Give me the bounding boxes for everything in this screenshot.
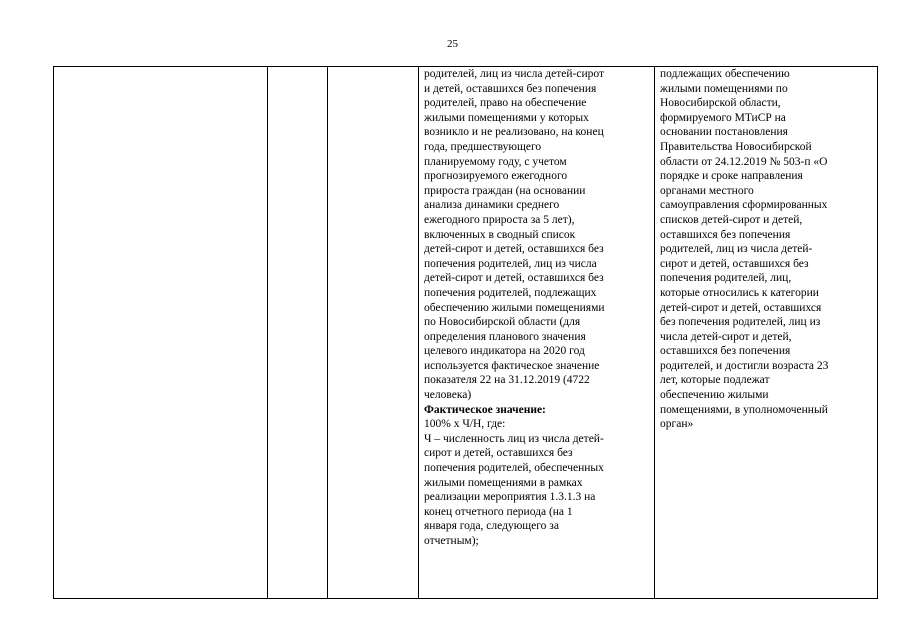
text-line: обеспечению жилыми помещениями [424,301,605,314]
method-text-block [424,67,654,403]
table-cell-col2 [268,67,328,599]
text-line: используется фактическое значение [424,359,600,372]
text-line: показателя 22 на 31.12.2019 (4722 [424,374,590,387]
table-cell-col3 [328,67,419,599]
text-line: детей-сирот и детей, оставшихся [660,301,822,314]
text-line: числа детей-сирот и детей, [660,330,792,343]
text-line: реализации мероприятия 1.3.1.3 на [424,491,596,504]
table-cell-col1 [54,67,268,599]
text-line: жилыми помещениями по [660,82,788,95]
text-line: основании постановления [660,126,788,139]
text-line: лет, которые подлежат [660,374,770,387]
text-line: без попечения родителей, лиц из [660,316,821,329]
text-line: жилыми помещениями у которых [424,111,589,124]
text-line: анализа динамики среднего [424,199,560,212]
text-line: попечения родителей, лиц из числа [424,257,597,270]
text-line: отчетным); [424,535,479,547]
text-line: попечения родителей, обеспеченных [424,462,604,475]
table-row [54,67,878,599]
text-line: Новосибирской области, [660,97,781,110]
formula-text-block [424,417,654,548]
text-line: Ч – численность лиц из числа детей- [424,432,604,445]
text-line: родителей, лиц из числа детей-сирот [424,68,605,80]
text-line: определения планового значения [424,330,586,343]
page-number: 25 [447,38,458,50]
text-line: января года, следующего за [424,520,559,533]
text-line: помещениями, в уполномоченный [660,403,828,416]
table-cell-source [655,67,878,599]
text-line: детей-сирот и детей, оставшихся без [424,243,604,256]
text-line: самоуправления сформированных [660,199,828,212]
text-line: области от 24.12.2019 № 503-п «О [660,155,828,168]
text-line: детей-сирот и детей, оставшихся без [424,272,604,285]
text-line: Правительства Новосибирской [660,140,812,153]
text-line: которые относились к категории [660,286,819,299]
text-line: включенных в сводный список [424,228,576,241]
text-line: целевого индикатора на 2020 год [424,345,585,358]
text-line: формируемого МТиСР на [660,111,786,124]
text-line: по Новосибирской области (для [424,316,581,329]
text-line: обеспечению жилыми [660,389,769,402]
text-line: списков детей-сирот и детей, [660,213,803,226]
text-line: оставшихся без попечения [660,345,791,358]
text-line: порядке и сроке направления [660,170,803,183]
text-line: человека) [424,389,472,402]
text-line: сирот и детей, оставшихся без [424,447,573,460]
document-table [53,66,878,599]
text-line: подлежащих обеспечению [660,68,790,80]
text-line: жилыми помещениями в рамках [424,476,583,489]
text-line: родителей, и достигли возраста 23 [660,359,829,372]
text-line: родителей, право на обеспечение [424,97,587,110]
text-line: и детей, оставшихся без попечения [424,82,597,95]
text-line: прироста граждан (на основании [424,184,586,197]
text-line: 100% х Ч/Н, где: [424,418,506,431]
text-line: года, предшествующего [424,140,542,153]
text-line: возникло и не реализовано, на конец [424,126,604,139]
table-cell-indicator-method [419,67,655,599]
actual-value-heading: Фактическое значение: [424,403,546,416]
source-text-block [660,67,877,432]
text-line: конец отчетного периода (на 1 [424,505,573,518]
text-line: ежегодного прироста за 5 лет), [424,213,575,226]
text-line: попечения родителей, лиц, [660,272,792,285]
text-line: сирот и детей, оставшихся без [660,257,809,270]
text-line: родителей, лиц из числа детей- [660,243,813,256]
text-line: планируемому году, с учетом [424,155,567,168]
text-line: прогнозируемого ежегодного [424,170,568,183]
text-line: оставшихся без попечения [660,228,791,241]
text-line: попечения родителей, подлежащих [424,286,597,299]
text-line: орган» [660,418,694,431]
text-line: органами местного [660,184,754,197]
